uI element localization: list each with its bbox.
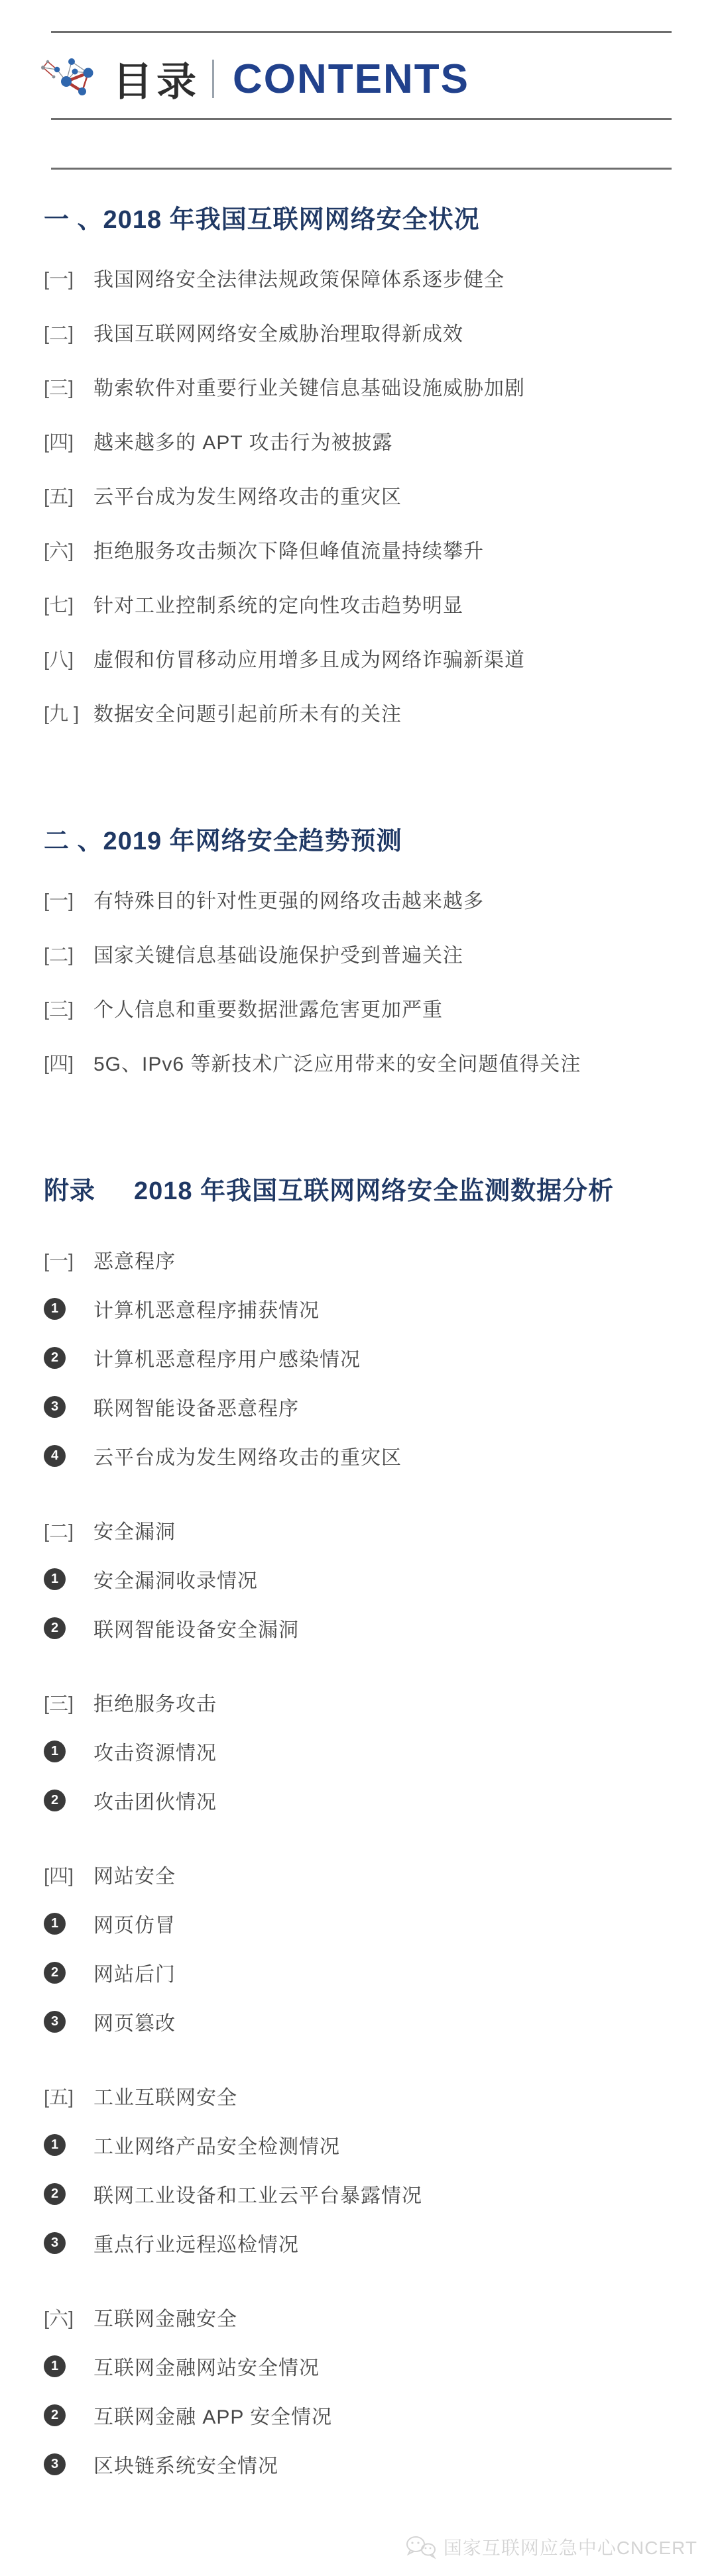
entry-marker xyxy=(44,1617,93,1639)
entry-label: 个人信息和重要数据泄露危害更加严重 xyxy=(93,999,443,1021)
toc-entry[interactable] xyxy=(44,2401,716,2429)
entry-label: 网页篡改 xyxy=(93,2013,176,2035)
numbered-circle-icon: 4 xyxy=(44,1445,66,1467)
entry-marker: [八] xyxy=(44,649,74,671)
entry-marker: [一] xyxy=(44,1250,74,1272)
entry-label: 工业互联网安全 xyxy=(93,2087,237,2109)
entry-marker xyxy=(44,2134,93,2156)
appendix-entry-list xyxy=(0,1246,716,2478)
top-rule xyxy=(51,31,672,33)
entry-label: 计算机恶意程序用户感染情况 xyxy=(93,1349,361,1371)
network-graph-logo-icon xyxy=(38,55,102,103)
toc-entry[interactable] xyxy=(44,2450,716,2478)
entry-marker xyxy=(44,1445,93,1467)
toc-entry[interactable] xyxy=(44,264,716,292)
entry-label: 安全漏洞收录情况 xyxy=(93,1570,258,1592)
entry-marker: [五] xyxy=(44,2086,74,2108)
toc-entry[interactable] xyxy=(44,481,716,509)
entry-label: 区块链系统安全情况 xyxy=(93,2455,278,2477)
entry-marker xyxy=(44,1396,93,1418)
numbered-circle-icon: 1 xyxy=(44,2355,66,2377)
entry-label: 有特殊目的针对性更强的网络攻击越来越多 xyxy=(93,890,484,912)
entry-marker: [四] xyxy=(44,1865,74,1887)
numbered-circle-icon: 2 xyxy=(44,1347,66,1369)
numbered-circle-icon: 2 xyxy=(44,2183,66,2205)
toc-entry[interactable] xyxy=(44,2008,716,2035)
entry-marker xyxy=(44,1741,93,1762)
numbered-circle-icon: 1 xyxy=(44,2134,66,2156)
toc-entry[interactable] xyxy=(44,318,716,346)
entry-marker xyxy=(44,1790,93,1811)
entry-label: 云平台成为发生网络攻击的重灾区 xyxy=(93,1447,402,1469)
toc-entry[interactable] xyxy=(44,1688,716,1716)
section-2019-security-trend-forecast xyxy=(0,827,716,1076)
entry-label: 联网智能设备安全漏洞 xyxy=(93,1619,299,1641)
footer-watermark xyxy=(405,2534,697,2560)
entry-label: 互联网金融安全 xyxy=(93,2308,237,2330)
entry-marker: [三] xyxy=(44,377,74,399)
numbered-circle-icon: 3 xyxy=(44,2011,66,2033)
entry-label: 网站安全 xyxy=(93,1866,176,1888)
toc-entry[interactable] xyxy=(44,1344,716,1371)
entry-marker xyxy=(44,2232,93,2254)
numbered-circle-icon: 1 xyxy=(44,1298,66,1320)
entry-label: 我国互联网网络安全威胁治理取得新成效 xyxy=(93,323,463,345)
toc-header xyxy=(38,53,716,105)
section-1-item-list xyxy=(0,264,716,726)
toc-entry[interactable] xyxy=(44,1565,716,1593)
entry-label: 虚假和仿冒移动应用增多且成为网络诈骗新渠道 xyxy=(93,649,525,671)
toc-page xyxy=(0,31,716,2576)
entry-marker: [四] xyxy=(44,1053,74,1075)
entry-marker xyxy=(44,2011,93,2033)
entry-label: 重点行业远程巡检情况 xyxy=(93,2234,299,2256)
toc-title-en: CONTENTS xyxy=(233,56,469,102)
toc-entry[interactable] xyxy=(44,644,716,672)
section-2-heading: 二 、2019 年网络安全趋势预测 xyxy=(44,828,402,855)
toc-entry[interactable] xyxy=(44,885,716,913)
entry-marker xyxy=(44,2453,93,2475)
entry-label: 攻击资源情况 xyxy=(93,1743,217,1764)
entry-marker xyxy=(44,1347,93,1369)
entry-marker xyxy=(44,2183,93,2205)
wechat-icon xyxy=(405,2534,438,2559)
entry-label: 5G、IPv6 等新技术广泛应用带来的安全问题值得关注 xyxy=(93,1053,581,1075)
toc-entry[interactable] xyxy=(44,590,716,617)
entry-marker: [六] xyxy=(44,540,74,562)
entry-marker xyxy=(44,2404,93,2426)
entry-label: 互联网金融网站安全情况 xyxy=(93,2357,320,2379)
entry-label: 针对工业控制系统的定向性攻击趋势明显 xyxy=(93,595,463,617)
toc-entry[interactable] xyxy=(44,1737,716,1765)
appendix-heading-label: 附录 xyxy=(44,1177,96,1205)
toc-entry[interactable] xyxy=(44,1909,716,1937)
entry-marker: [三] xyxy=(44,1693,74,1715)
section-2-item-list xyxy=(0,885,716,1076)
entry-label: 网站后门 xyxy=(93,1964,176,1986)
numbered-circle-icon: 2 xyxy=(44,1790,66,1811)
toc-entry[interactable] xyxy=(44,2303,716,2331)
entry-marker: [五] xyxy=(44,486,74,508)
numbered-circle-icon: 3 xyxy=(44,2453,66,2475)
numbered-circle-icon: 3 xyxy=(44,2232,66,2254)
entry-marker: [二] xyxy=(44,323,74,345)
entry-marker: [二] xyxy=(44,1521,74,1542)
toc-entry[interactable] xyxy=(44,1048,716,1076)
appendix-heading xyxy=(44,1177,716,1206)
entry-marker: [九 ] xyxy=(44,703,80,725)
numbered-circle-icon: 1 xyxy=(44,1568,66,1590)
entry-label: 国家关键信息基础设施保护受到普遍关注 xyxy=(93,945,463,967)
toc-entry[interactable] xyxy=(44,698,716,726)
entry-label: 攻击团伙情况 xyxy=(93,1792,217,1813)
toc-entry[interactable] xyxy=(44,2131,716,2159)
toc-entry[interactable] xyxy=(44,2229,716,2257)
numbered-circle-icon: 2 xyxy=(44,1617,66,1639)
toc-entry[interactable] xyxy=(44,1442,716,1470)
entry-label: 工业网络产品安全检测情况 xyxy=(93,2136,340,2158)
entry-marker xyxy=(44,2355,93,2377)
entry-label: 我国网络安全法律法规政策保障体系逐步健全 xyxy=(93,269,505,291)
toc-entry[interactable] xyxy=(44,2082,716,2110)
entry-label: 恶意程序 xyxy=(93,1251,176,1273)
entry-marker: [一] xyxy=(44,268,74,290)
numbered-circle-icon: 2 xyxy=(44,2404,66,2426)
toc-entry[interactable] xyxy=(44,1246,716,1273)
entry-label: 拒绝服务攻击 xyxy=(93,1693,217,1715)
entry-label: 网页仿冒 xyxy=(93,1915,176,1937)
numbered-circle-icon: 2 xyxy=(44,1962,66,1984)
entry-label: 计算机恶意程序捕获情况 xyxy=(93,1300,320,1322)
entry-marker xyxy=(44,1298,93,1320)
entry-marker: [一] xyxy=(44,890,74,912)
header-rule xyxy=(51,118,672,120)
entry-marker xyxy=(44,1962,93,1984)
numbered-circle-icon: 1 xyxy=(44,1741,66,1762)
watermark-text: 国家互联网应急中心CNCERT xyxy=(443,2538,697,2558)
toc-entry[interactable] xyxy=(44,1614,716,1642)
toc-entry[interactable] xyxy=(44,2180,716,2208)
entry-label: 安全漏洞 xyxy=(93,1521,176,1543)
entry-label: 越来越多的 APT 攻击行为被披露 xyxy=(93,432,393,454)
numbered-circle-icon: 3 xyxy=(44,1396,66,1418)
toc-entry[interactable] xyxy=(44,1959,716,1986)
entry-label: 互联网金融 APP 安全情况 xyxy=(93,2406,333,2428)
entry-marker: [七] xyxy=(44,594,74,616)
entry-label: 联网工业设备和工业云平台暴露情况 xyxy=(93,2185,422,2207)
toc-entry[interactable] xyxy=(44,427,716,455)
entry-marker: [四] xyxy=(44,431,74,453)
section-1-heading: 一 、2018 年我国互联网网络安全状况 xyxy=(44,206,480,234)
entry-label: 拒绝服务攻击频次下降但峰值流量持续攀升 xyxy=(93,541,484,563)
header-rule-2 xyxy=(51,168,672,170)
toc-title-cn: 目录 xyxy=(113,60,200,104)
toc-entry[interactable] xyxy=(44,994,716,1022)
section-2018-network-security-status xyxy=(0,205,716,726)
toc-entry[interactable] xyxy=(44,1393,716,1421)
entry-label: 数据安全问题引起前所未有的关注 xyxy=(93,704,402,725)
numbered-circle-icon: 1 xyxy=(44,1913,66,1935)
title-divider xyxy=(212,60,214,98)
entry-marker xyxy=(44,1568,93,1590)
toc-entry[interactable] xyxy=(44,372,716,400)
entry-label: 云平台成为发生网络攻击的重灾区 xyxy=(93,486,402,508)
toc-entry[interactable] xyxy=(44,1516,716,1544)
entry-marker: [三] xyxy=(44,998,74,1020)
entry-marker: [二] xyxy=(44,944,74,966)
appendix-heading-title: 2018 年我国互联网网络安全监测数据分析 xyxy=(134,1177,615,1205)
toc-entry[interactable] xyxy=(44,1295,716,1322)
toc-entry[interactable] xyxy=(44,1860,716,1888)
entry-label: 勒索软件对重要行业关键信息基础设施威胁加剧 xyxy=(93,378,525,400)
toc-entry[interactable] xyxy=(44,535,716,563)
entry-marker: [六] xyxy=(44,2308,74,2330)
appendix-monitoring-data-analysis xyxy=(0,1177,716,2478)
entry-marker xyxy=(44,1913,93,1935)
toc-entry[interactable] xyxy=(44,939,716,967)
entry-label: 联网智能设备恶意程序 xyxy=(93,1398,299,1420)
toc-entry[interactable] xyxy=(44,1786,716,1814)
toc-entry[interactable] xyxy=(44,2352,716,2380)
